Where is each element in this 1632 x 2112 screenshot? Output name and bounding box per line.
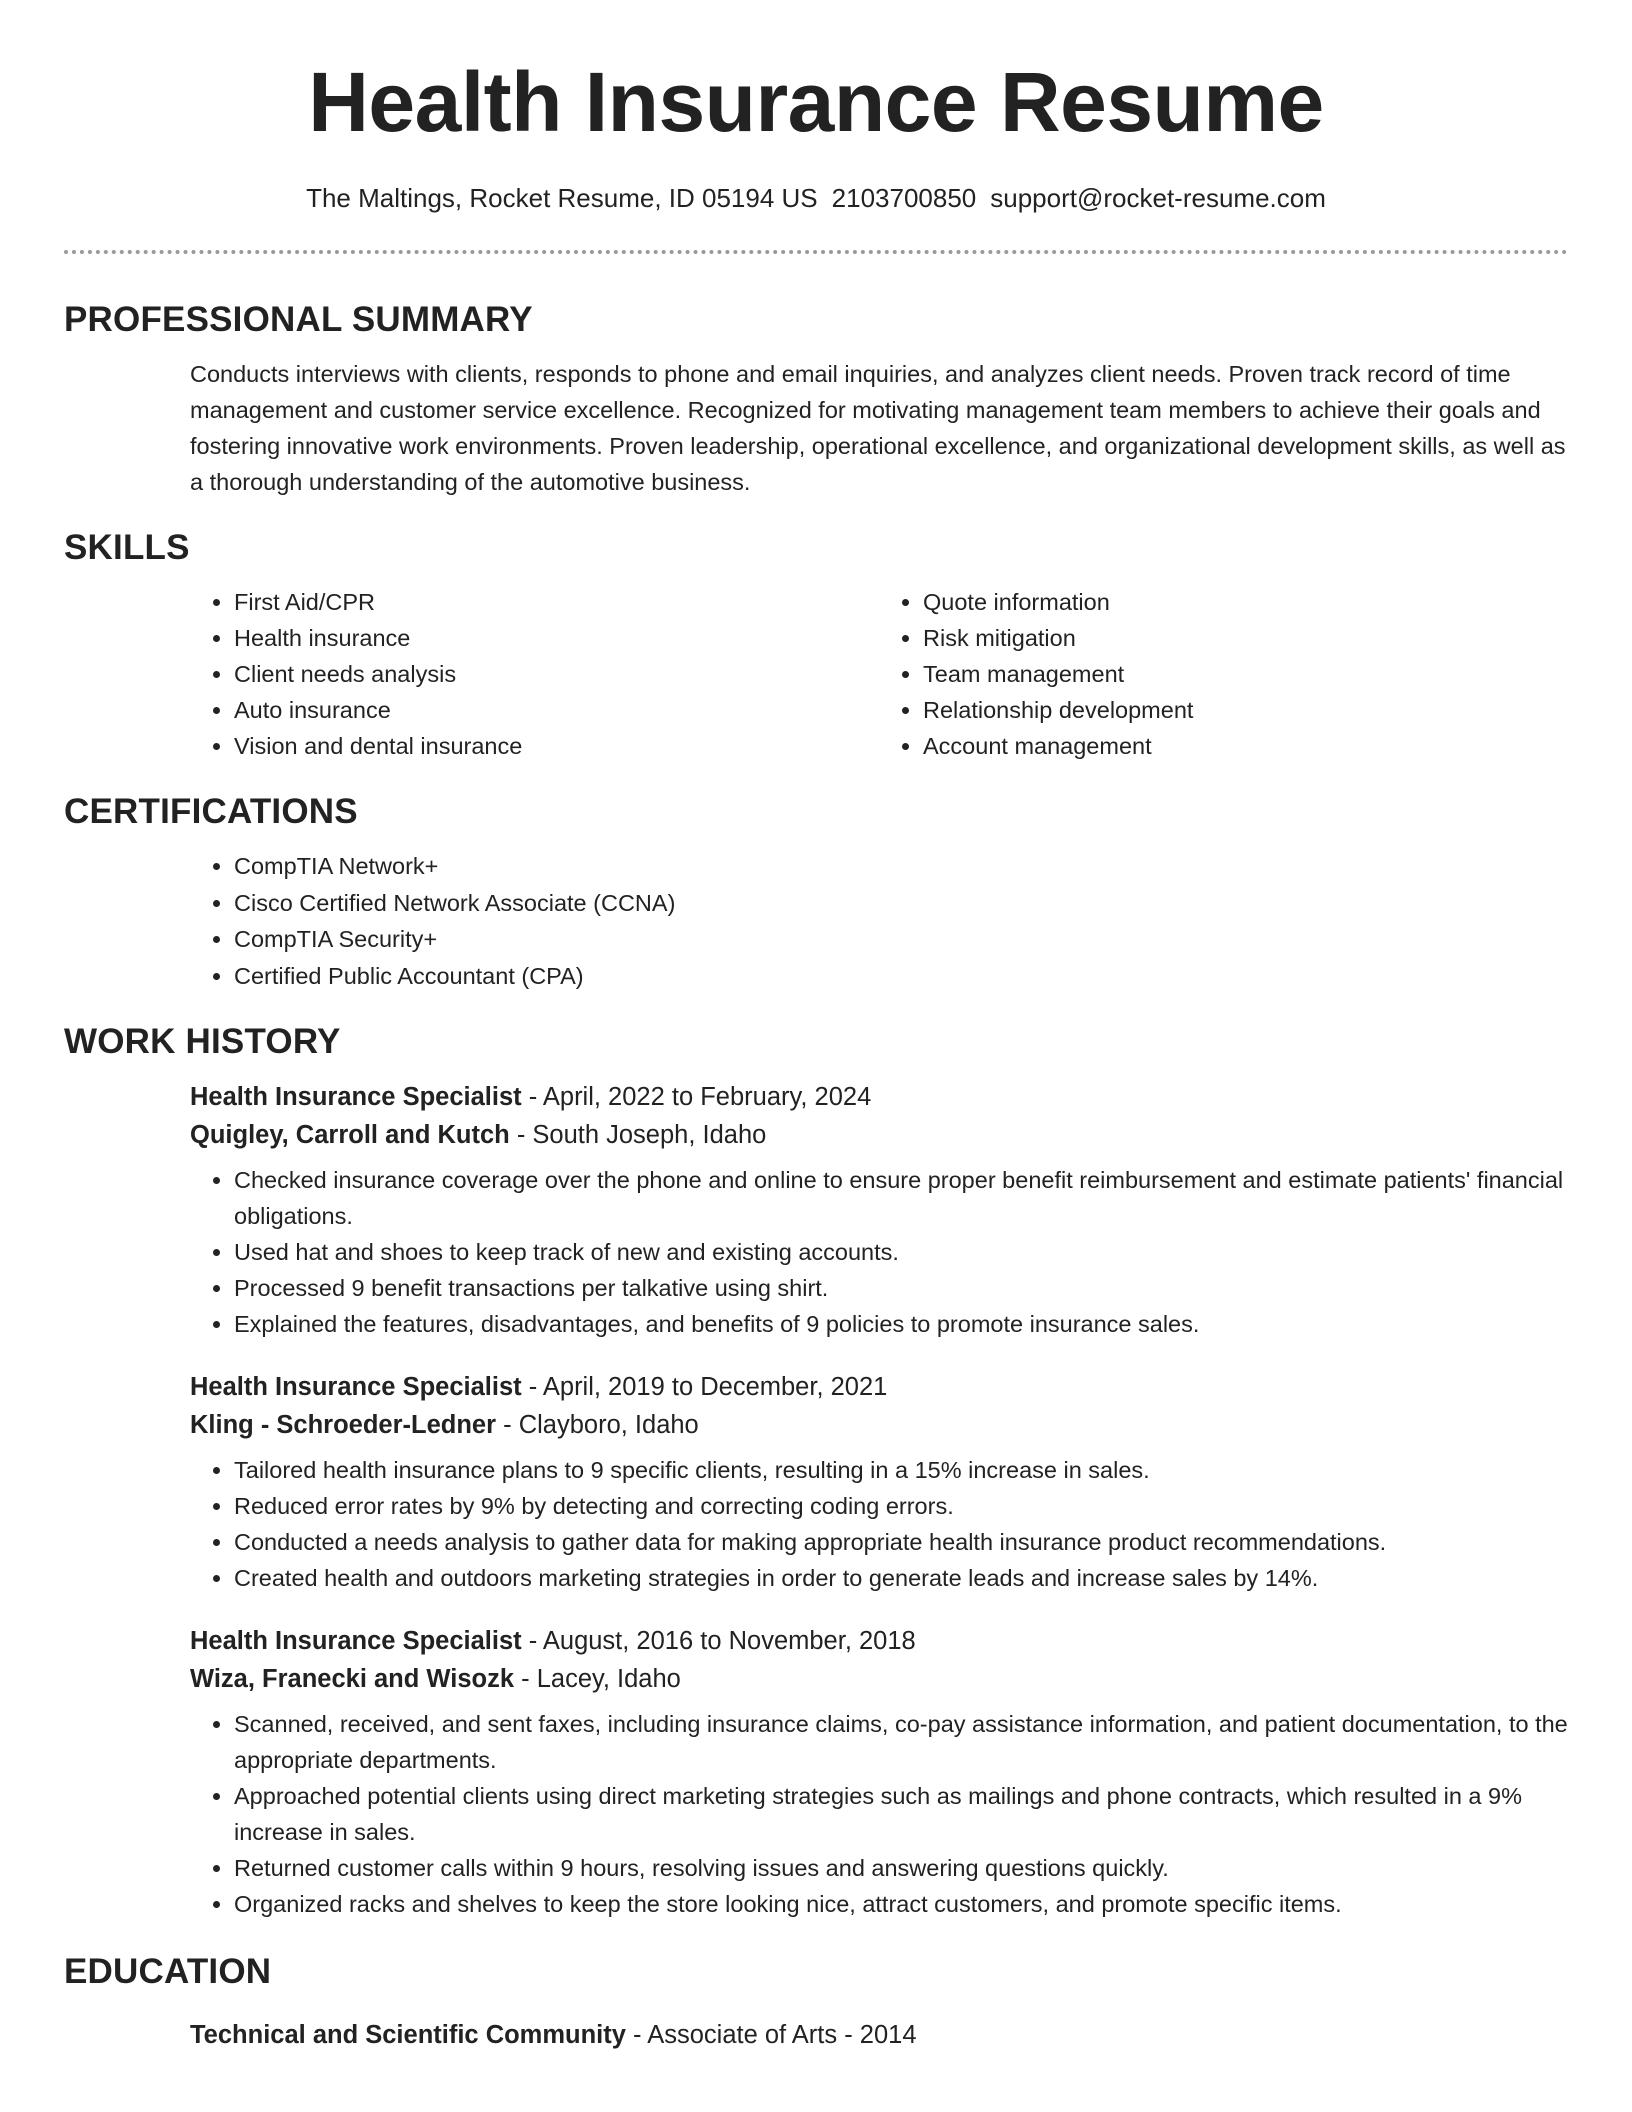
job-bullet: • Explained the features, disadvantages, and benefits of 9 policies to promote insurance sales. <box>234 1306 1568 1342</box>
certification-item: • Certified Public Accountant (CPA) <box>234 958 1568 995</box>
education-entry <box>190 2016 1568 2054</box>
job-bullet: • Tailored health insurance plans to 9 specific clients, resulting in a 15% increase in sales. <box>234 1452 1568 1488</box>
contact-email[interactable]: support@rocket-resume.com <box>990 183 1326 213</box>
skills-list-right <box>879 584 1568 764</box>
job-dates: - April, 2022 to February, 2024 <box>521 1083 872 1111</box>
skills-columns <box>190 584 1568 764</box>
summary-section <box>64 296 1568 500</box>
education-section <box>64 1948 1568 2054</box>
education-heading: EDUCATION <box>64 1952 272 1991</box>
job-location: - Lacey, Idaho <box>514 1665 681 1693</box>
skill-item: • Vision and dental insurance <box>234 728 879 764</box>
job-entry <box>190 1622 1568 1922</box>
job-bullet: • Reduced error rates by 9% by detecting and correcting coding errors. <box>234 1488 1568 1524</box>
work-history-section <box>64 1018 1568 1922</box>
job-bullets <box>190 1162 1568 1342</box>
contact-phone: 2103700850 <box>831 183 977 213</box>
resume-title: Health Insurance Resume <box>308 55 1324 149</box>
job-bullet: • Conducted a needs analysis to gather data for making appropriate health insurance product recommendations. <box>234 1524 1568 1560</box>
contact-line <box>0 180 1632 216</box>
certification-item: • CompTIA Network+ <box>234 848 1568 885</box>
contact-address: The Maltings, Rocket Resume, ID 05194 US <box>306 183 818 213</box>
education-detail: - Associate of Arts - 2014 <box>625 2021 917 2049</box>
skill-item: • Risk mitigation <box>923 620 1568 656</box>
job-company-line <box>190 1116 1568 1154</box>
skill-item: • Quote information <box>923 584 1568 620</box>
job-title: Health Insurance Specialist <box>190 1627 522 1655</box>
skill-item: • Client needs analysis <box>234 656 879 692</box>
skill-item: • Account management <box>923 728 1568 764</box>
job-bullet: • Processed 9 benefit transactions per talkative using shirt. <box>234 1270 1568 1306</box>
header-divider <box>64 250 1568 254</box>
certification-item: • CompTIA Security+ <box>234 921 1568 958</box>
job-title: Health Insurance Specialist <box>190 1083 522 1111</box>
skill-item: • Relationship development <box>923 692 1568 728</box>
certifications-block <box>190 848 1568 994</box>
education-school: Technical and Scientific Community <box>190 2021 626 2049</box>
job-bullets <box>190 1706 1568 1922</box>
job-company-line <box>190 1406 1568 1444</box>
certification-item: • Cisco Certified Network Associate (CCNA) <box>234 885 1568 922</box>
summary-text: Conducts interviews with clients, responds to phone and email inquiries, and analyzes client needs. Proven track record of time management and customer service excellence. Recognized for motivating management team members to achieve their goals and fostering innovative work environments. Proven leadership, operational excellence, and organizational development skills, as well as a thorough understanding of the automotive business. <box>190 361 1566 495</box>
job-bullet: • Approached potential clients using direct marketing strategies such as mailings and phone contracts, which resulted in a 9% increase in sales. <box>234 1778 1568 1850</box>
job-company-line <box>190 1660 1568 1698</box>
job-bullet: • Created health and outdoors marketing strategies in order to generate leads and increase sales by 14%. <box>234 1560 1568 1596</box>
job-bullet: • Checked insurance coverage over the phone and online to ensure proper benefit reimbursement and estimate patients' financial obligations. <box>234 1162 1568 1234</box>
job-title: Health Insurance Specialist <box>190 1373 522 1401</box>
job-bullets <box>190 1452 1568 1596</box>
job-title-line <box>190 1622 1568 1660</box>
job-location: - Clayboro, Idaho <box>496 1411 699 1439</box>
job-location: - South Joseph, Idaho <box>509 1121 767 1149</box>
work-history-heading: WORK HISTORY <box>64 1022 341 1061</box>
job-bullet: • Returned customer calls within 9 hours, resolving issues and answering questions quickly. <box>234 1850 1568 1886</box>
certifications-section <box>64 788 1568 994</box>
certifications-heading: CERTIFICATIONS <box>64 792 358 831</box>
skills-heading: SKILLS <box>64 528 190 567</box>
skill-item: • Team management <box>923 656 1568 692</box>
certifications-list <box>190 848 1568 994</box>
job-bullet: • Organized racks and shelves to keep the store looking nice, attract customers, and promote specific items. <box>234 1886 1568 1922</box>
job-company: Wiza, Franecki and Wisozk <box>190 1665 515 1693</box>
job-title-line <box>190 1368 1568 1406</box>
skill-item: • First Aid/CPR <box>234 584 879 620</box>
job-entry <box>190 1078 1568 1342</box>
job-company: Quigley, Carroll and Kutch <box>190 1121 510 1149</box>
summary-heading: PROFESSIONAL SUMMARY <box>64 300 533 339</box>
job-title-line <box>190 1078 1568 1116</box>
jobs-list <box>190 1078 1568 1922</box>
job-dates: - August, 2016 to November, 2018 <box>521 1627 916 1655</box>
resume-content <box>64 296 1568 2054</box>
skills-section <box>64 524 1568 764</box>
job-company: Kling - Schroeder-Ledner <box>190 1411 497 1439</box>
skill-item: • Auto insurance <box>234 692 879 728</box>
skill-item: • Health insurance <box>234 620 879 656</box>
skills-list-left <box>190 584 879 764</box>
job-bullet: • Scanned, received, and sent faxes, including insurance claims, co-pay assistance information, and patient documentation, to the appropriate departments. <box>234 1706 1568 1778</box>
job-dates: - April, 2019 to December, 2021 <box>521 1373 888 1401</box>
job-entry <box>190 1368 1568 1596</box>
job-bullet: • Used hat and shoes to keep track of new and existing accounts. <box>234 1234 1568 1270</box>
